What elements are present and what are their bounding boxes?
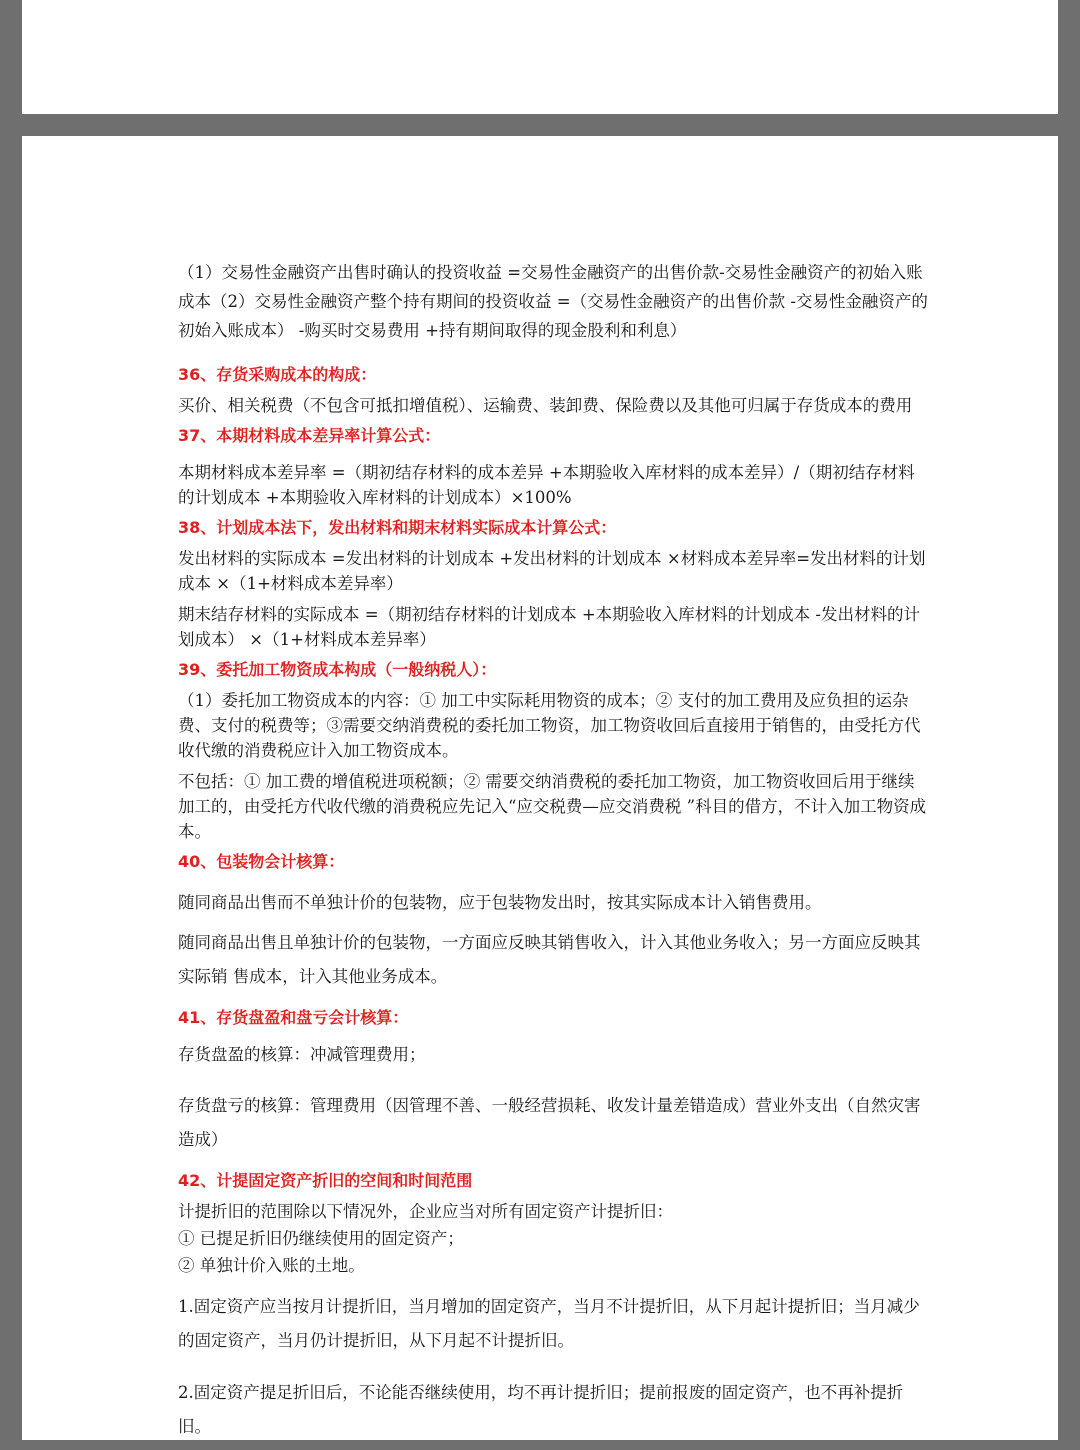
heading-41: 41、存货盘盈和盘亏会计核算： <box>178 1008 409 1027</box>
paragraph-36-1: 买价、相关税费（不包含可抵扣增值税）、运输费、装卸费、保险费以及其他可归属于存货成本的费用 <box>178 396 913 415</box>
paragraph-38-2: 期末结存材料的实际成本 =（期初结存材料的计划成本 +本期验收入库材料的计划成本 -发出材料的计划成本） ×（1+材料成本差异率） <box>178 605 920 649</box>
heading-42: 42、计提固定资产折旧的空间和时间范围 <box>178 1171 473 1190</box>
paragraph-39-2: 不包括：① 加工费的增值税进项税额；② 需要交纳消费税的委托加工物资，加工物资收回后用于继续加工的，由受托方代收代缴的消费税应先记入“应交税费—应交消费税 ”科目的借方，不计入加工物资成本。 <box>178 772 927 841</box>
heading-38: 38、计划成本法下，发出材料和期末材料实际成本计算公式： <box>178 518 617 537</box>
paragraph-41-1: 存货盘盈的核算：冲减管理费用； <box>178 1045 426 1064</box>
heading-36: 36、存货采购成本的构成： <box>178 365 377 384</box>
previous-page <box>22 0 1058 114</box>
heading-37: 37、本期材料成本差异率计算公式： <box>178 426 441 445</box>
document-page <box>22 136 1058 1440</box>
heading-39: 39、委托加工物资成本构成（一般纳税人）： <box>178 660 497 679</box>
paragraph-42-1: 计提折旧的范围除以下情况外，企业应当对所有固定资产计提折旧： <box>178 1202 673 1221</box>
list-item-42-1: ① 已提足折旧仍继续使用的固定资产； <box>178 1229 464 1248</box>
paragraph-40-2: 随同商品出售且单独计价的包装物，一方面应反映其销售收入，计入其他业务收入；另一方面应反映其实际销 售成本，计入其他业务成本。 <box>178 933 921 986</box>
paragraph-38-1: 发出材料的实际成本 =发出材料的计划成本 +发出材料的计划成本 ×材料成本差异率=发出材料的计划成本 ×（1+材料成本差异率） <box>178 549 926 593</box>
list-item-42-2: ② 单独计价入账的土地。 <box>178 1256 365 1275</box>
paragraph-42-2: 1.固定资产应当按月计提折旧，当月增加的固定资产，当月不计提折旧，从下月起计提折旧；当月减少的固定资产，当月仍计提折旧，从下月起不计提折旧。 <box>178 1297 920 1350</box>
paragraph-37-1: 本期材料成本差异率 =（期初结存材料的成本差异 +本期验收入库材料的成本差异）/（期初结存材料的计划成本 +本期验收入库材料的计划成本）×100% <box>178 463 915 507</box>
heading-40: 40、包装物会计核算： <box>178 852 345 871</box>
paragraph-41-2: 存货盘亏的核算：管理费用（因管理不善、一般经营损耗、收发计量差错造成）营业外支出（自然灾害造成） <box>178 1096 921 1149</box>
paragraph-39-1: （1）委托加工物资成本的内容：① 加工中实际耗用物资的成本；② 支付的加工费用及应负担的运杂费、支付的税费等；③需要交纳消费税的委托加工物资，加工物资收回后直接用于销售的，由受托方代收代缴的消费税应计入加工物资成本。 <box>178 691 921 760</box>
paragraph-40-1: 随同商品出售而不单独计价的包装物，应于包装物发出时，按其实际成本计入销售费用。 <box>178 893 822 912</box>
paragraph-42-3: 2.固定资产提足折旧后，不论能否继续使用，均不再计提折旧；提前报废的固定资产，也不再补提折旧。 <box>178 1383 904 1436</box>
intro-paragraph: （1）交易性金融资产出售时确认的投资收益 =交易性金融资产的出售价款-交易性金融资产的初始入账成本（2）交易性金融资产整个持有期间的投资收益 =（交易性金融资产的出售价款 -交易性金融资产的初始入账成本） -购买时交易费用 +持有期间取得的现金股利和利息） <box>178 263 928 340</box>
page-content <box>178 258 928 1450</box>
